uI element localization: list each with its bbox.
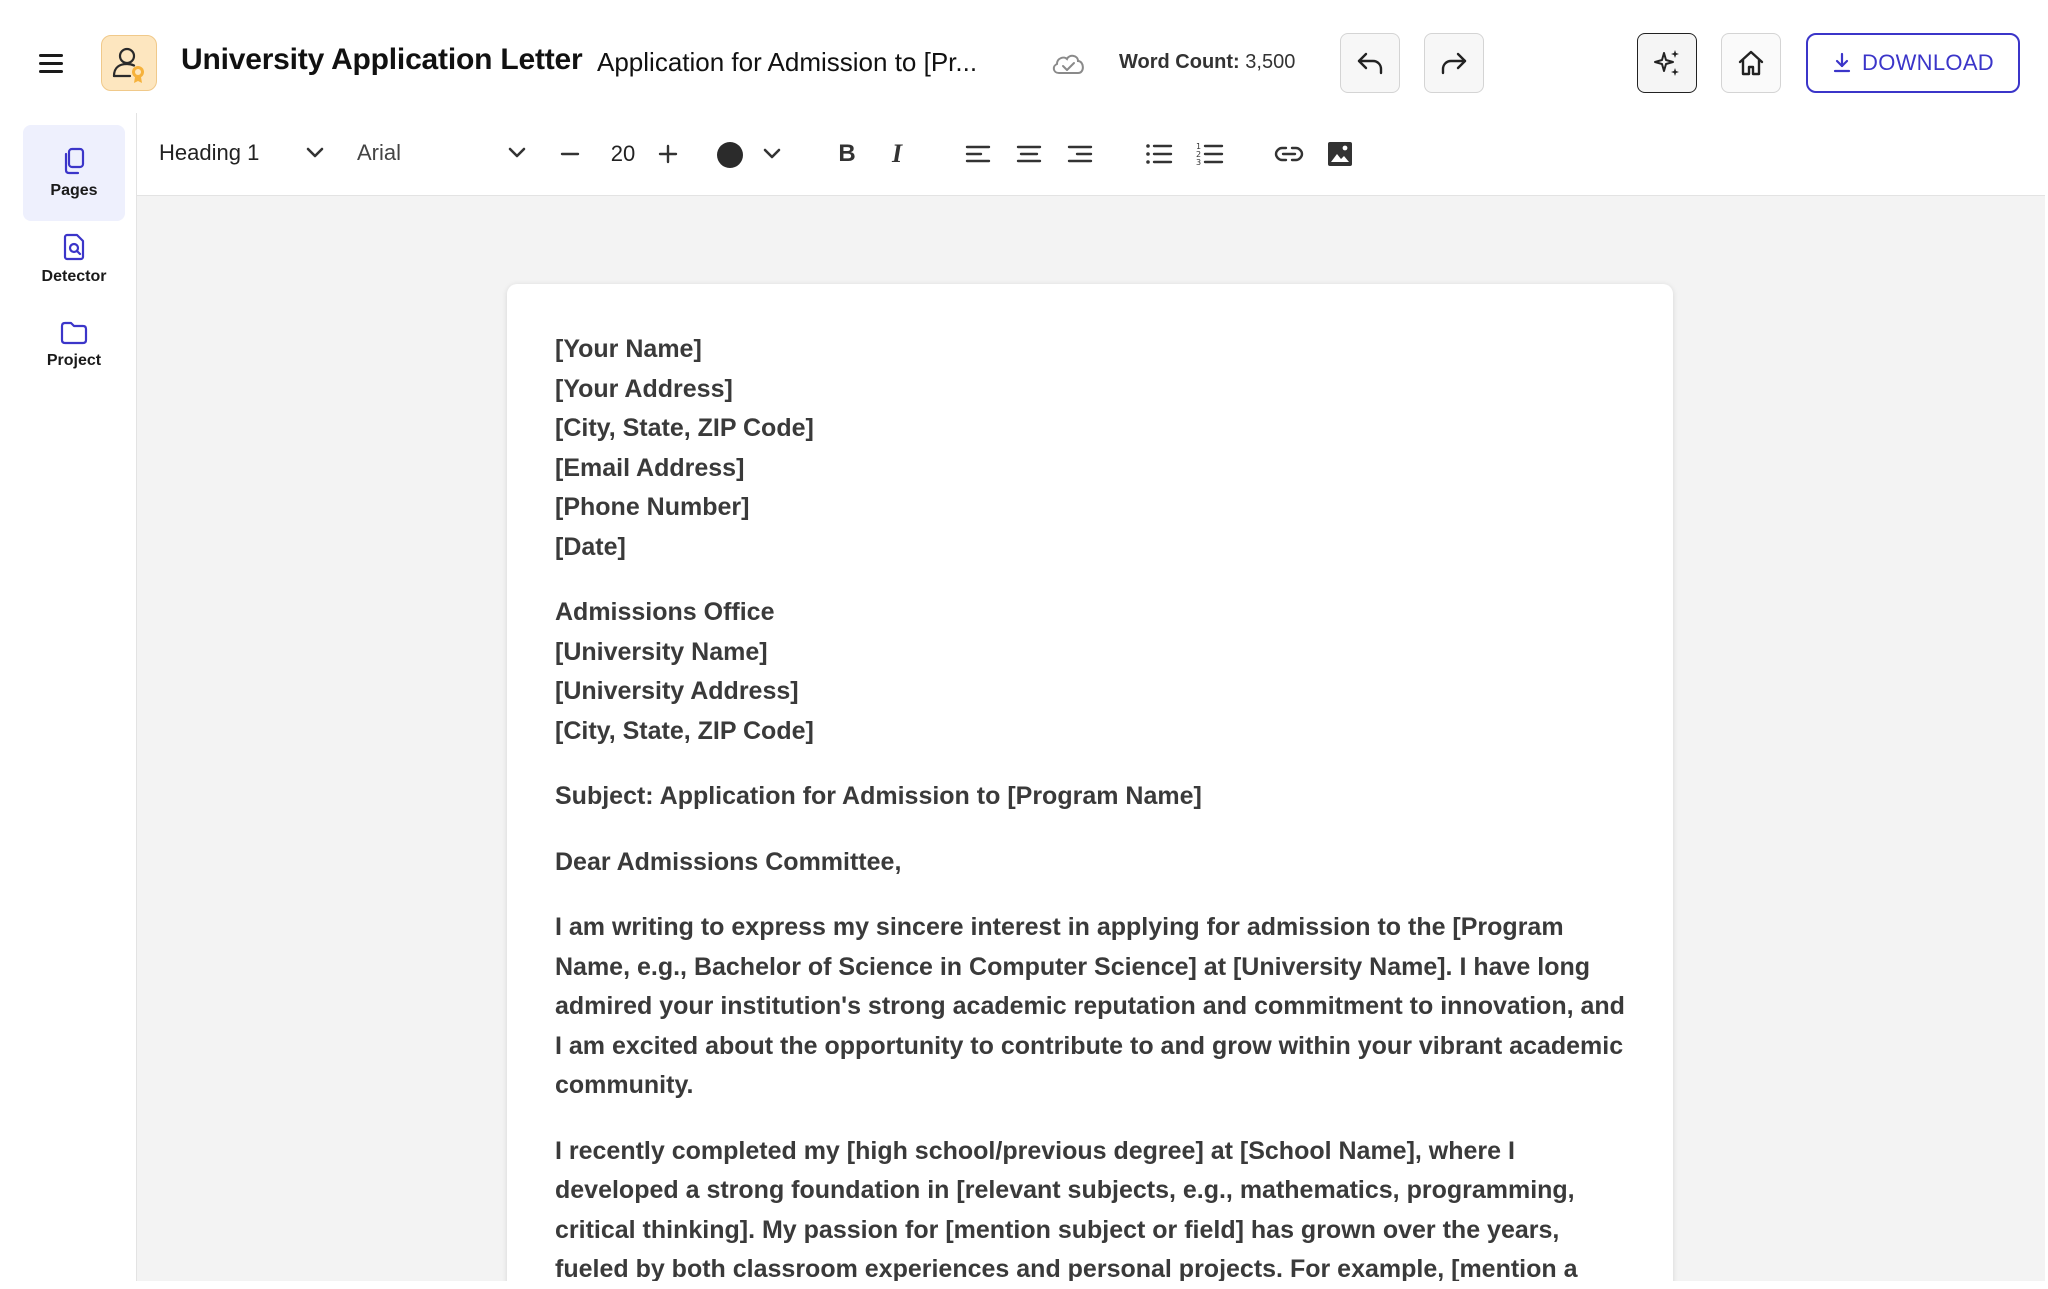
sender-line: [City, State, ZIP Code] xyxy=(555,414,814,442)
italic-button[interactable] xyxy=(880,137,914,171)
sparkle-icon xyxy=(1651,47,1683,79)
align-left-icon xyxy=(965,143,991,165)
recipient-line: [City, State, ZIP Code] xyxy=(555,716,814,745)
text-color-dropdown[interactable] xyxy=(755,137,789,171)
undo-button[interactable] xyxy=(1340,33,1400,93)
sender-block xyxy=(555,330,1625,567)
recipient-line: [University Name] xyxy=(555,637,768,666)
sidebar-item-label: Pages xyxy=(50,182,98,199)
cloud-check-icon xyxy=(1049,49,1087,79)
word-count xyxy=(1119,51,1295,74)
top-bar xyxy=(13,13,2045,114)
chevron-down-icon xyxy=(303,141,327,165)
sender-line: [Your Address] xyxy=(555,374,733,403)
app-logo xyxy=(101,35,157,91)
bold-button[interactable] xyxy=(830,137,864,171)
heading-style-select[interactable] xyxy=(159,133,327,173)
italic-icon: I xyxy=(891,139,903,168)
subject-line: Subject: Application for Admission to [Program Name] xyxy=(555,782,1202,810)
link-icon xyxy=(1274,144,1304,164)
home-button[interactable] xyxy=(1721,33,1781,93)
sender-line: [Email Address] xyxy=(555,453,745,482)
chevron-down-icon xyxy=(505,141,529,165)
download-label: DOWNLOAD xyxy=(1862,50,1994,75)
recipient-line: [University Address] xyxy=(555,677,799,705)
home-icon xyxy=(1735,47,1767,79)
minus-icon xyxy=(559,143,581,165)
redo-icon xyxy=(1439,48,1469,78)
undo-icon xyxy=(1355,48,1385,78)
font-family-value: Arial xyxy=(357,140,402,165)
plus-icon xyxy=(657,143,679,165)
sidebar-item-detector[interactable] xyxy=(23,211,125,307)
heading-style-value: Heading 1 xyxy=(159,140,260,165)
format-toolbar xyxy=(137,113,2045,196)
bold-icon: B xyxy=(838,140,856,167)
app-window xyxy=(13,13,2045,1281)
image-icon xyxy=(1327,141,1353,167)
font-size-value[interactable]: 20 xyxy=(610,141,636,166)
bullet-list-button[interactable] xyxy=(1142,137,1176,171)
download-icon xyxy=(1832,52,1852,74)
align-center-icon xyxy=(1016,143,1042,165)
word-count-label: Word Count: xyxy=(1119,51,1240,73)
numbered-list-button[interactable] xyxy=(1193,137,1227,171)
recipient-block xyxy=(555,593,1625,751)
align-right-button[interactable] xyxy=(1063,137,1097,171)
sidebar-item-project[interactable] xyxy=(23,297,125,393)
sender-line: [Your Name] xyxy=(555,335,702,363)
sender-line: [Phone Number] xyxy=(555,493,750,521)
bullet-list-icon xyxy=(1145,142,1173,166)
insert-image-button[interactable] xyxy=(1323,137,1357,171)
hamburger-menu-button[interactable] xyxy=(37,49,67,79)
user-badge-logo-icon xyxy=(102,36,158,92)
salutation: Dear Admissions Committee, xyxy=(555,847,902,876)
svg-text:2: 2 xyxy=(1196,150,1202,159)
align-left-button[interactable] xyxy=(961,137,995,171)
svg-text:1: 1 xyxy=(1196,142,1202,151)
detector-icon xyxy=(60,232,88,262)
body-paragraph: I recently completed my [high school/previous degree] at [School Name], where I developed a strong foundation in [relevant subjects, e.g., mathematics, programming, critical thinking]. My passion for [mention subject or field] has grown over the years, fueled by both classroom experiences and personal projects. For example, [mention a xyxy=(555,1136,1578,1281)
font-size-decrease-button[interactable] xyxy=(553,137,587,171)
word-count-value: 3,500 xyxy=(1245,51,1296,73)
document-page[interactable] xyxy=(507,284,1673,1281)
sidebar xyxy=(13,113,137,1281)
chevron-down-icon xyxy=(760,142,784,166)
font-family-select[interactable] xyxy=(357,133,529,173)
sidebar-item-label: Project xyxy=(46,352,102,369)
ai-assist-button[interactable] xyxy=(1637,33,1697,93)
sender-line: [Date] xyxy=(555,532,626,561)
text-color-swatch[interactable] xyxy=(717,142,743,168)
font-size-increase-button[interactable] xyxy=(651,137,685,171)
numbered-list-icon xyxy=(1196,141,1224,167)
pages-icon xyxy=(60,146,88,176)
insert-link-button[interactable] xyxy=(1272,137,1306,171)
sidebar-item-pages[interactable] xyxy=(23,125,125,221)
recipient-line: Admissions Office xyxy=(555,598,775,626)
sidebar-item-label: Detector xyxy=(41,268,107,285)
svg-text:3: 3 xyxy=(1196,158,1202,167)
redo-button[interactable] xyxy=(1424,33,1484,93)
download-button[interactable] xyxy=(1806,33,2020,93)
editor-canvas xyxy=(137,196,2045,1281)
body-paragraph: I am writing to express my sincere interest in applying for admission to the [Program Name, e.g., Bachelor of Science in Computer Science] at [University Name]. I have long admired your institution's strong academic reputation and commitment to innovation, and I am excited about the opportunity to contribute to and grow within your vibrant academic community. xyxy=(555,913,1625,1099)
folder-icon xyxy=(59,320,89,346)
app-title: University Application Letter xyxy=(181,43,583,76)
align-center-button[interactable] xyxy=(1012,137,1046,171)
align-right-icon xyxy=(1067,143,1093,165)
document-title[interactable]: Application for Admission to [Pr... xyxy=(597,47,978,77)
